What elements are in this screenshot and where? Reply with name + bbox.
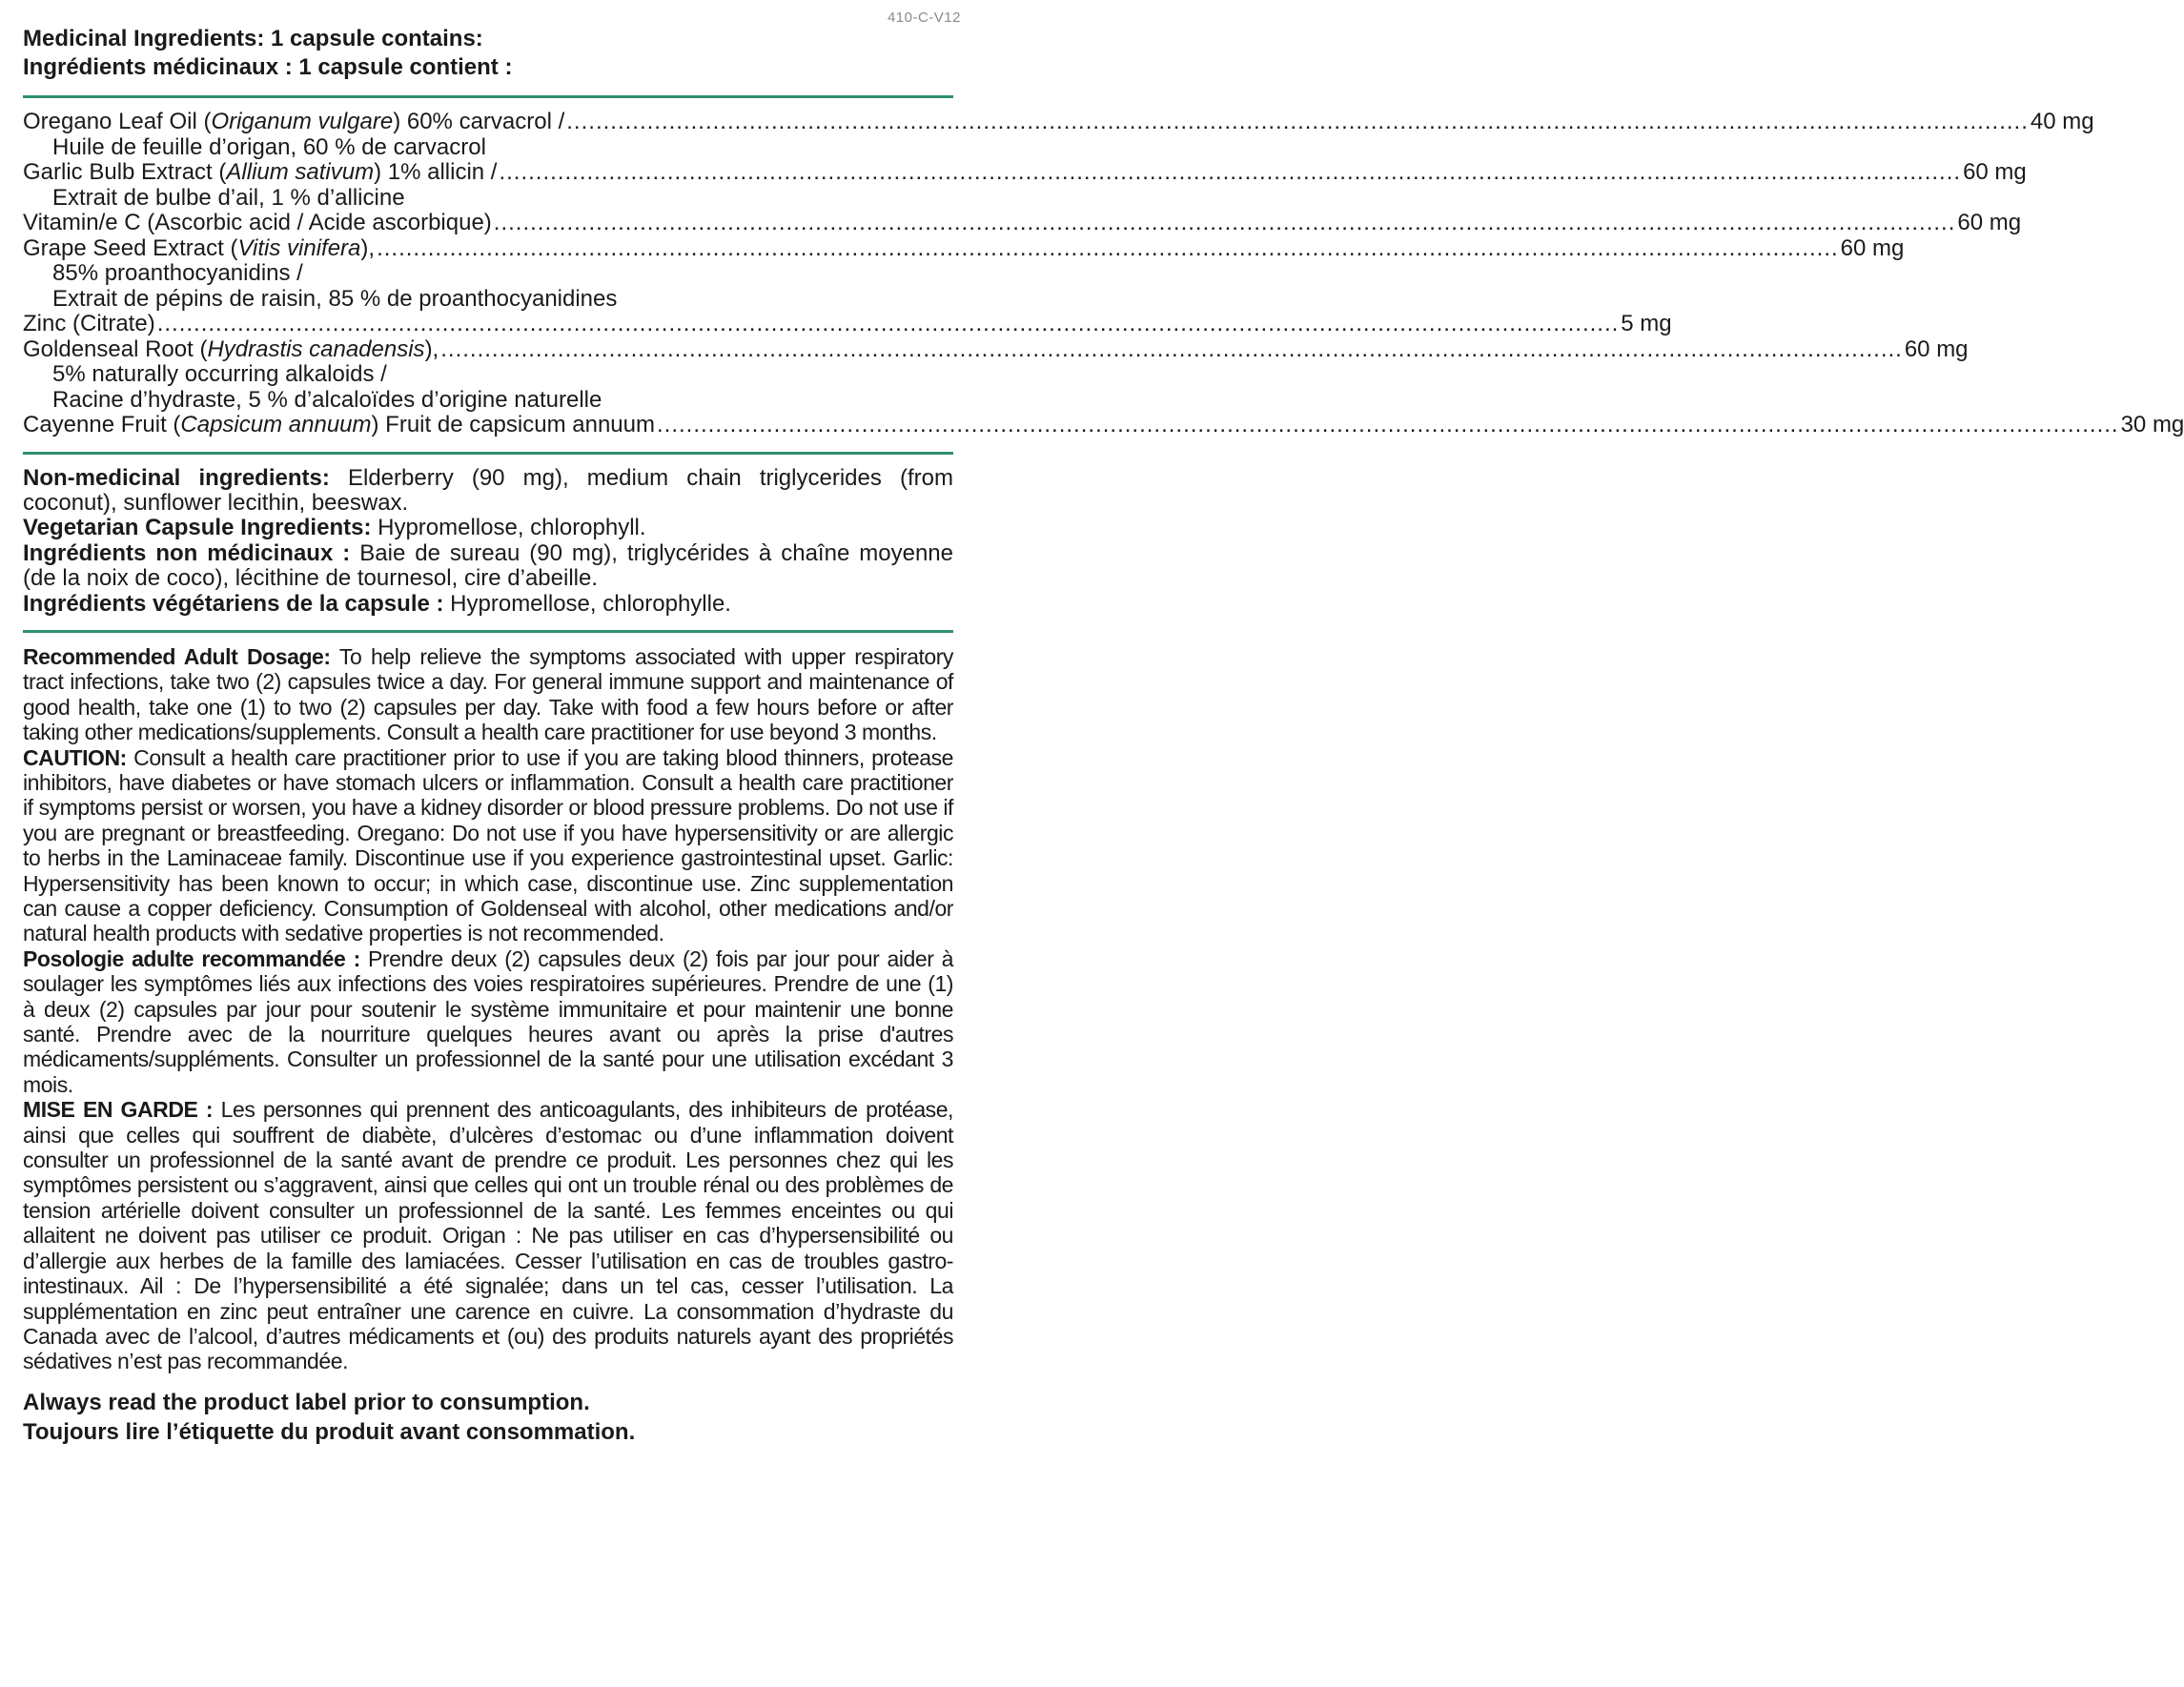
- non-medicinal-en: [23, 466, 953, 517]
- ingredient-latin-name: Origanum vulgare: [211, 109, 394, 134]
- ingredient-name: [23, 413, 655, 438]
- ingredient-subline: Extrait de pépins de raisin, 85 % de proanthocyanidines: [52, 285, 618, 312]
- dosage-en: [23, 644, 953, 745]
- ingredient-subline: 5% naturally occurring alkaloids /: [52, 361, 387, 387]
- ingredient-amount: 60 mg: [1840, 234, 1905, 261]
- ingredient-amount: 60 mg: [1963, 159, 2027, 185]
- dosage-fr-text: Prendre deux (2) capsules deux (2) fois par jour pour aider à soulager les symptômes liés aux infections des voies respiratoires supérieures. Prendre de une (1) à deux (2) capsules par jour pour soutenir le système immunitaire et pour maintenir une bonne santé. Prendre avec de la nourriture quelques heures avant ou après la prise d'autres médicaments/suppléments. Consulter un professionnel de la santé pour une utilisation excédant 3 mois.: [23, 945, 953, 1097]
- medicinal-heading-en: Medicinal Ingredients: 1 capsule contains:: [23, 26, 483, 51]
- ingredient-row: [23, 210, 2022, 236]
- ingredient-name: [23, 160, 497, 186]
- medicinal-heading-fr: Ingrédients médicinaux : 1 capsule contient :: [23, 54, 513, 80]
- veg-capsule-fr-text: Hypromellose, chlorophylle.: [443, 590, 731, 617]
- ingredient-name-text: Vitamin/e C (Ascorbic acid / Acide ascorbique): [23, 210, 492, 235]
- caution-fr-text: Les personnes qui prennent des anticoagulants, des inhibiteurs de protéase, ainsi que celles qui souffrent de diabète, d’ulcères d’estomac ou d’une inflammation doivent consulter un professionnel de la santé avant de prendre ce produit. Les personnes chez qui les symptômes persistent ou s’aggravent, ainsi que celles qui ont un trouble rénal ou des problèmes de tension artérielle doivent consulter un professionnel de la santé. Les femmes enceintes ou qui allaitent ne doivent pas utiliser ce produit. Origan : Ne pas utiliser en cas d’hypersensibilité ou d’allergie aux herbes de la famille des lamiacées. Cesser l’utilisation en cas de troubles gastro-intestinaux. Ail : De l’hypersensibilité a été signalée; dans un tel cas, cesser l’utilisation. La supplémentation en zinc peut entraîner une carence en cuivre. La consommation d’hydraste du Canada avec de l’alcool, d’autres médicaments et (ou) des produits naturels ayant des propriétés sédatives n’est pas recommandée.: [23, 1097, 953, 1374]
- ingredient-amount: 5 mg: [1621, 311, 1672, 336]
- ingredient-name: [23, 337, 439, 363]
- ingredient-name-suffix: ) 1% allicin /: [374, 159, 498, 185]
- caution-en-text: Consult a health care practitioner prior to use if you are taking blood thinners, protease inhibitors, have diabetes or have stomach ulcers or inflammation. Consult a health care practitioner if symptoms persist or worsen, you have a kidney disorder or blood pressure problems. Do not use if you are pregnant or breastfeeding. Oregano: Do not use if you have hypersensitivity or are allergic to herbs in the Laminaceae family. Discontinue use if you experience gastrointestinal upset. Garlic: Hypersensitivity has been known to occur; in which case, discontinue use. Zinc supplementation can cause a copper deficiency. Consumption of Goldenseal with alcohol, other medications and/or natural health products with sedative properties is not recommended.: [23, 744, 953, 946]
- dot-leader: ........................................................................................................................................................................................................: [156, 311, 1620, 336]
- dot-leader: ........................................................................................................................................................................................................: [377, 234, 1839, 261]
- ingredient-latin-name: Capsicum annuum: [180, 412, 372, 437]
- dosage-fr: [23, 946, 953, 1097]
- ingredient-subline: Racine d’hydraste, 5 % d’alcaloïdes d’origine naturelle: [52, 386, 602, 413]
- ingredient-name-text: Zinc (Citrate): [23, 311, 155, 336]
- caution-en-label: CAUTION:: [23, 744, 127, 770]
- ingredient-latin-name: Vitis vinifera: [237, 234, 361, 261]
- ingredient-name: [23, 110, 564, 135]
- ingredient-amount: 40 mg: [2030, 109, 2094, 134]
- ingredient-name: [23, 211, 492, 236]
- non-medicinal-fr-text: Baie de sureau (90 mg), triglycérides à chaîne moyenne (de la noix de coco), lécithine de tournesol, cire d’abeille.: [23, 539, 953, 592]
- divider: [23, 630, 953, 633]
- dosage-fr-label: Posologie adulte recommandée :: [23, 945, 360, 971]
- dot-leader: ........................................................................................................................................................................................................: [656, 412, 2119, 437]
- veg-capsule-fr: [23, 592, 953, 617]
- supplement-label: [23, 25, 2184, 1447]
- divider: [23, 95, 953, 98]
- ingredient-name-text: Grape Seed Extract (: [23, 234, 238, 261]
- footer-notice: [23, 1388, 953, 1447]
- ingredient-row: [23, 159, 2027, 186]
- caution-fr-label: MISE EN GARDE :: [23, 1097, 214, 1123]
- dot-leader: ........................................................................................................................................................................................................: [499, 159, 1962, 185]
- ingredient-name-suffix: ) 60% carvacrol /: [393, 109, 565, 134]
- ingredient-row: [23, 311, 1672, 337]
- label-code: 410-C-V12: [887, 10, 961, 26]
- dosage-en-text: To help relieve the symptoms associated with upper respiratory tract infections, take two (2) capsules twice a day. For general immune support and maintenance of good health, take one (1) to two (2) capsules per day. Take with food a few hours before or after taking other medications/supplements. Consult a health care practitioner for use beyond 3 months.: [23, 643, 953, 745]
- ingredient-name: [23, 236, 375, 262]
- veg-capsule-fr-label: Ingrédients végétariens de la capsule :: [23, 590, 444, 617]
- ingredient-name: [23, 312, 155, 337]
- ingredient-name-text: Oregano Leaf Oil (: [23, 109, 212, 134]
- dot-leader: ........................................................................................................................................................................................................: [566, 109, 2029, 134]
- ingredient-subline: Huile de feuille d’origan, 60 % de carvacrol: [52, 133, 486, 160]
- ingredient-amount: 30 mg: [2120, 412, 2184, 437]
- ingredient-name-text: Cayenne Fruit (: [23, 412, 181, 437]
- non-medicinal-en-label: Non-medicinal ingredients:: [23, 464, 330, 491]
- ingredient-name-text: Goldenseal Root (: [23, 335, 208, 362]
- ingredient-name-suffix: ),: [424, 335, 439, 362]
- dosage-en-label: Recommended Adult Dosage:: [23, 643, 331, 669]
- veg-capsule-en-label: Vegetarian Capsule Ingredients:: [23, 515, 372, 541]
- non-medicinal-fr: [23, 541, 953, 592]
- caution-fr: [23, 1097, 953, 1373]
- footer-en: Always read the product label prior to consumption.: [23, 1389, 590, 1415]
- ingredient-amount: 60 mg: [1904, 335, 1969, 362]
- ingredient-name-suffix: ) Fruit de capsicum annuum: [371, 412, 655, 437]
- dot-leader: ........................................................................................................................................................................................................: [493, 210, 1956, 235]
- ingredient-latin-name: Hydrastis canadensis: [207, 335, 425, 362]
- ingredient-list: [23, 109, 2184, 438]
- ingredient-latin-name: Allium sativum: [226, 159, 375, 185]
- ingredient-subline: 85% proanthocyanidins /: [52, 260, 303, 286]
- ingredient-row: [23, 335, 1969, 363]
- divider: [23, 452, 953, 455]
- ingredient-name-suffix: ),: [360, 234, 376, 261]
- non-medicinal-fr-label: Ingrédients non médicinaux :: [23, 539, 351, 566]
- caution-en: [23, 745, 953, 946]
- ingredient-name-text: Garlic Bulb Extract (: [23, 159, 227, 185]
- ingredient-row: [23, 412, 2184, 438]
- footer-fr: Toujours lire l’étiquette du produit avant consommation.: [23, 1418, 636, 1445]
- non-medicinal-en-text: Elderberry (90 mg), medium chain triglycerides (from coconut), sunflower lecithin, beeswax.: [23, 464, 953, 516]
- ingredient-subline: Extrait de bulbe d’ail, 1 % d’allicine: [52, 184, 405, 211]
- veg-capsule-en: [23, 516, 953, 540]
- directions-section: [23, 644, 953, 1374]
- ingredient-row: [23, 109, 2094, 135]
- dot-leader: ........................................................................................................................................................................................................: [440, 335, 1903, 362]
- ingredient-amount: 60 mg: [1957, 210, 2022, 235]
- non-medicinal-section: [23, 466, 953, 617]
- veg-capsule-en-text: Hypromellose, chlorophyll.: [371, 515, 646, 541]
- ingredient-row: [23, 234, 1905, 262]
